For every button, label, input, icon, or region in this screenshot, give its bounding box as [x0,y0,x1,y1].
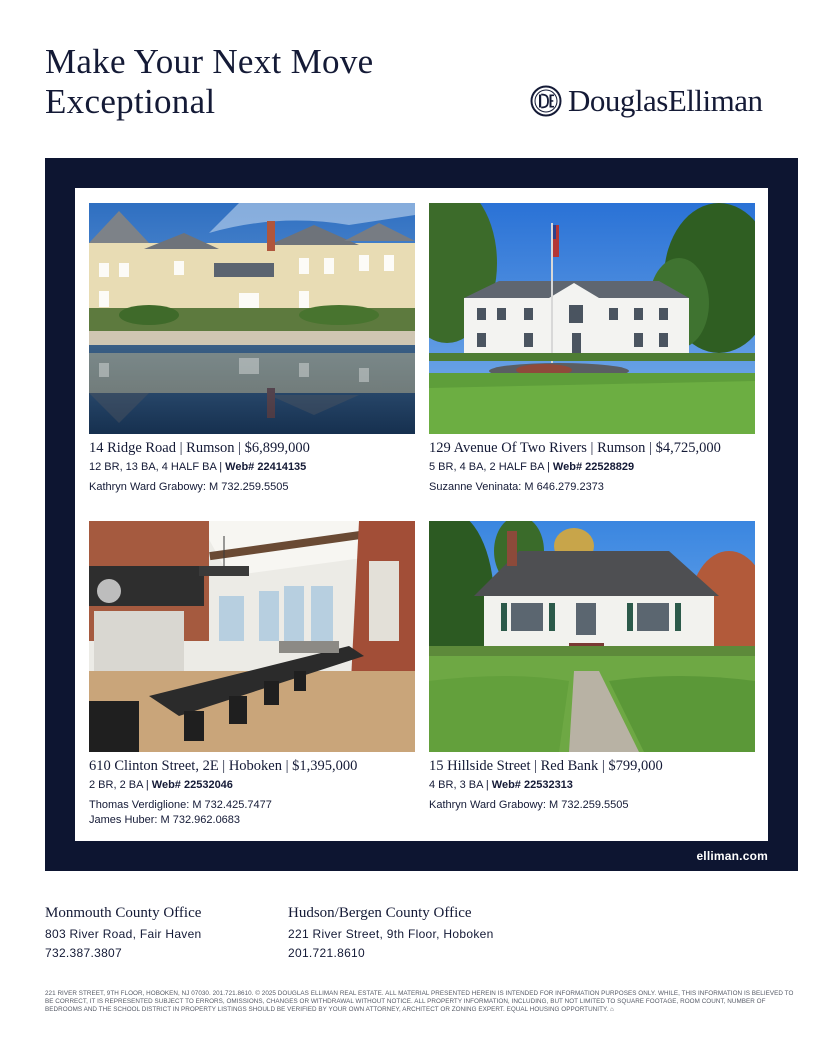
listings-panel [75,188,768,841]
listing-web-number[interactable]: Web# 22532046 [151,779,233,791]
white-colonial-photo[interactable] [429,203,755,434]
office-name: Hudson/Bergen County Office [288,905,472,921]
office-address: 803 River Road, Fair Haven [45,927,202,941]
listing-title: 15 Hillside Street | Red Bank | $799,000 [429,758,663,774]
listing-card[interactable] [89,521,415,828]
office-phone[interactable]: 201.721.8610 [288,946,366,960]
listing-title: 610 Clinton Street, 2E | Hoboken | $1,395,000 [89,758,358,774]
listing-title: 14 Ridge Road | Rumson | $6,899,000 [89,440,310,456]
listing-rooms: 5 BR, 4 BA, 2 HALF BA | [429,461,553,473]
listing-web-number[interactable]: Web# 22532313 [491,779,573,791]
brand-name: DouglasElliman [568,83,763,118]
listing-rooms: 2 BR, 2 BA | [89,779,152,791]
listing-card[interactable] [429,521,755,813]
office-name: Monmouth County Office [45,905,202,921]
office-address: 221 River Street, 9th Floor, Hoboken [288,927,494,941]
listing-agent: Kathryn Ward Grabowy: M 732.259.5505 [429,799,629,811]
loft-interior-photo[interactable] [89,521,415,752]
pool-estate-photo[interactable] [89,203,415,434]
listing-rooms: 12 BR, 13 BA, 4 HALF BA | [89,461,226,473]
douglas-elliman-logo[interactable] [530,84,762,118]
listing-specs [429,779,755,791]
listing-card[interactable] [89,203,415,495]
de-monogram-icon [530,85,562,117]
listing-web-number[interactable]: Web# 22528829 [552,461,635,473]
listing-agent [89,798,415,828]
headline-line-2: Exceptional [45,82,216,121]
listing-specs [89,461,415,473]
disclaimer-text: 221 RIVER STREET, 9TH FLOOR, HOBOKEN, NJ 07030. 201.721.8610. © 2025 DOUGLAS ELLIMAN REAL ESTATE. ALL MATERIAL PRESENTED HEREIN IS INTENDED FOR INFORMATION PURPOSES ONLY. WHILE, THIS INFORMATION IS BELIEVED TO BE CORRECT, IT IS REPRESENTED SUBJECT TO ERRORS, OMISSIONS, CHANGES OR WITHDRAWAL WITHOUT NOTICE. ALL PROPERTY INFORMATION, INCLUDING, BUT NOT LIMITED TO SQUARE FOOTAGE, ROOM COUNT, NUMBER OF BEDROOMS AND THE SCHOOL DISTRICT IN PROPERTY LISTINGS SHOULD BE VERIFIED BY YOUR OWN ATTORNEY, ARCHITECT OR ZONING EXPERT. EQUAL HOUSING OPPORTUNITY. [45,990,794,1013]
listings-frame [45,158,798,871]
office-hudson-bergen [288,905,568,960]
listing-specs [89,779,415,791]
cottage-photo[interactable] [429,521,755,752]
office-phone[interactable]: 732.387.3807 [45,946,123,960]
listing-agent: Kathryn Ward Grabowy: M 732.259.5505 [89,481,289,493]
headline-line-1: Make Your Next Move [45,42,374,81]
listing-web-number[interactable]: Web# 22414135 [225,461,307,473]
headline [45,42,373,122]
listing-specs [429,461,755,473]
equal-housing-icon: ⌂ [610,1006,614,1013]
office-monmouth [45,905,285,960]
listing-card[interactable] [429,203,755,495]
listing-agent: Suzanne Veninata: M 646.279.2373 [429,481,604,493]
listing-title: 129 Avenue Of Two Rivers | Rumson | $4,725,000 [429,440,721,456]
listing-agent-1: Thomas Verdiglione: M 732.425.7477 [89,799,272,811]
website-link[interactable]: elliman.com [696,849,768,863]
listing-agent-2: James Huber: M 732.962.0683 [89,814,241,826]
listing-rooms: 4 BR, 3 BA | [429,779,492,791]
legal-disclaimer [45,990,800,1014]
